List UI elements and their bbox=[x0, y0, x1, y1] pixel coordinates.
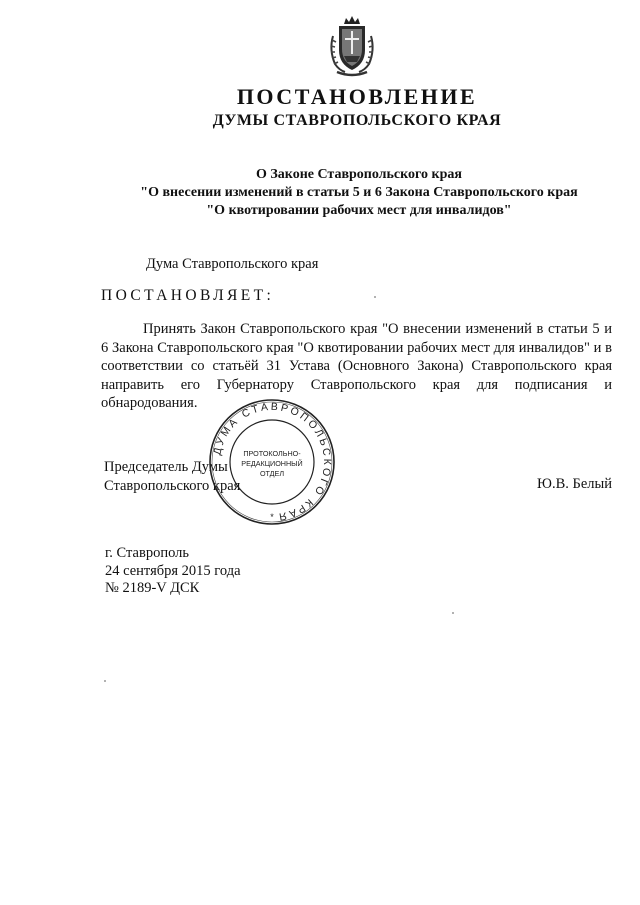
stamp-ring-text: ДУМА СТАВРОПОЛЬСКОГО КРАЯ bbox=[211, 400, 334, 523]
document-subject bbox=[0, 166, 640, 220]
document-number: № 2189-V ДСК bbox=[105, 580, 200, 596]
city-text: г. Ставрополь bbox=[105, 545, 190, 561]
place-date-number bbox=[105, 545, 241, 598]
signer-name: Ю.В. Белый bbox=[537, 476, 612, 492]
signer-position-line-2: Ставропольского края bbox=[104, 477, 241, 494]
issuer-text: Дума Ставропольского края bbox=[146, 256, 319, 272]
subject-line-2: "О внесении изменений в статьи 5 и 6 Закона Ставропольского края bbox=[140, 185, 578, 200]
stamp-center-line-1: ПРОТОКОЛЬНО- bbox=[243, 449, 301, 458]
stamp-star-icon: * bbox=[270, 512, 274, 522]
resolves-heading: ПОСТАНОВЛЯЕТ: bbox=[101, 287, 275, 304]
issuer-subtitle: ДУМЫ СТАВРОПОЛЬСКОГО КРАЯ bbox=[212, 112, 502, 129]
signer-position-line-1: Председатель Думы bbox=[104, 459, 228, 475]
subject-line-3: "О квотировании рабочих мест для инвалидов" bbox=[206, 203, 512, 218]
scan-speck bbox=[374, 296, 376, 298]
coat-of-arms-emblem bbox=[327, 14, 377, 78]
official-stamp bbox=[206, 396, 338, 528]
document-title: ПОСТАНОВЛЕНИЕ bbox=[236, 84, 478, 109]
scan-speck bbox=[452, 612, 454, 614]
scan-speck bbox=[104, 680, 106, 682]
date-text: 24 сентября 2015 года bbox=[105, 562, 241, 579]
subject-line-1: О Законе Ставропольского края bbox=[256, 167, 462, 182]
resolution-paragraph: Принять Закон Ставропольского края "О внесении изменений в статьи 5 и 6 Закона Ставропольского края "О квотировании рабочих мест для инвалидов" и в соответствии со статьёй 31 Устава (Основного Закона) Ставропольского края направить его Губернатору Ставропольского края для подписания и обнародования. bbox=[101, 321, 612, 411]
stamp-center-line-3: ОТДЕЛ bbox=[259, 469, 285, 478]
stamp-center-line-2: РЕДАКЦИОННЫЙ bbox=[241, 459, 303, 468]
